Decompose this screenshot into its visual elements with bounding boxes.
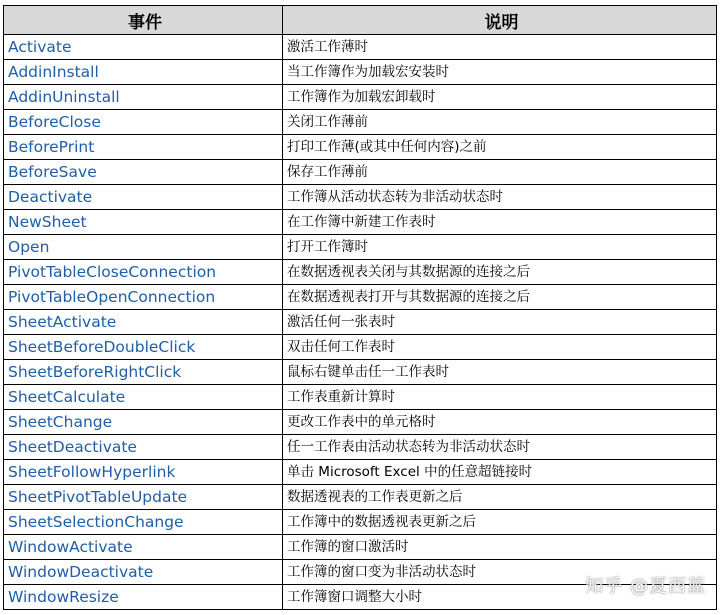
table-row — [4, 60, 717, 85]
table-row — [4, 160, 717, 185]
event-name-cell: AddinUninstall — [4, 85, 283, 110]
event-description-cell: 在数据透视表打开与其数据源的连接之后 — [283, 285, 717, 310]
event-description-cell: 在工作簿中新建工作表时 — [283, 210, 717, 235]
event-description-cell: 鼠标右键单击任一工作表时 — [283, 360, 717, 385]
table-row — [4, 85, 717, 110]
table-row — [4, 260, 717, 285]
header-description: 说明 — [283, 6, 717, 35]
table-row — [4, 235, 717, 260]
event-name-cell: SheetDeactivate — [4, 435, 283, 460]
table-row — [4, 35, 717, 60]
event-description-cell: 激活工作薄时 — [283, 35, 717, 60]
event-name-cell: Open — [4, 235, 283, 260]
event-description-cell: 工作簿作为加载宏卸载时 — [283, 85, 717, 110]
events-table — [3, 5, 717, 610]
event-name-cell: Deactivate — [4, 185, 283, 210]
event-description-cell: 数据透视表的工作表更新之后 — [283, 485, 717, 510]
event-name-cell: BeforePrint — [4, 135, 283, 160]
event-name-cell: WindowActivate — [4, 535, 283, 560]
event-name-cell: PivotTableOpenConnection — [4, 285, 283, 310]
event-description-cell: 工作簿中的数据透视表更新之后 — [283, 510, 717, 535]
event-name-cell: NewSheet — [4, 210, 283, 235]
event-description-cell: 打开工作簿时 — [283, 235, 717, 260]
table-row — [4, 310, 717, 335]
event-description-cell: 双击任何工作表时 — [283, 335, 717, 360]
table-row — [4, 410, 717, 435]
table-row — [4, 535, 717, 560]
table-body — [4, 35, 717, 610]
event-name-cell: SheetCalculate — [4, 385, 283, 410]
table-row — [4, 360, 717, 385]
table-row — [4, 435, 717, 460]
table-row — [4, 135, 717, 160]
event-description-cell: 工作簿从活动状态转为非活动状态时 — [283, 185, 717, 210]
event-name-cell: PivotTableCloseConnection — [4, 260, 283, 285]
table-row — [4, 385, 717, 410]
event-name-cell: SheetSelectionChange — [4, 510, 283, 535]
event-name-cell: BeforeClose — [4, 110, 283, 135]
event-name-cell: SheetChange — [4, 410, 283, 435]
watermark: 知乎 @夏西蓝 — [585, 576, 706, 597]
event-name-cell: WindowDeactivate — [4, 560, 283, 585]
event-description-cell: 当工作簿作为加载宏安装时 — [283, 60, 717, 85]
table-row — [4, 510, 717, 535]
event-description-cell: 关闭工作薄前 — [283, 110, 717, 135]
event-description-cell: 单击 Microsoft Excel 中的任意超链接时 — [283, 460, 717, 485]
event-name-cell: WindowResize — [4, 585, 283, 610]
event-description-cell: 激活任何一张表时 — [283, 310, 717, 335]
event-name-cell: SheetPivotTableUpdate — [4, 485, 283, 510]
event-description-cell: 更改工作表中的单元格时 — [283, 410, 717, 435]
table-row — [4, 210, 717, 235]
event-description-cell: 保存工作薄前 — [283, 160, 717, 185]
event-description-cell: 工作表重新计算时 — [283, 385, 717, 410]
event-name-cell: SheetBeforeRightClick — [4, 360, 283, 385]
table-row — [4, 485, 717, 510]
event-description-cell: 任一工作表由活动状态转为非活动状态时 — [283, 435, 717, 460]
event-description-cell: 在数据透视表关闭与其数据源的连接之后 — [283, 260, 717, 285]
header-row — [4, 6, 717, 35]
event-name-cell: SheetBeforeDoubleClick — [4, 335, 283, 360]
event-description-cell: 工作簿的窗口变为非活动状态时 — [283, 560, 717, 585]
event-name-cell: SheetActivate — [4, 310, 283, 335]
table-row — [4, 335, 717, 360]
table-row — [4, 110, 717, 135]
event-name-cell: AddinInstall — [4, 60, 283, 85]
event-description-cell: 打印工作薄(或其中任何内容)之前 — [283, 135, 717, 160]
table-row — [4, 285, 717, 310]
event-name-cell: Activate — [4, 35, 283, 60]
event-description-cell: 工作簿窗口调整大小时 — [283, 585, 717, 610]
header-event: 事件 — [4, 6, 283, 35]
event-name-cell: SheetFollowHyperlink — [4, 460, 283, 485]
event-name-cell: BeforeSave — [4, 160, 283, 185]
table-row — [4, 185, 717, 210]
table-row — [4, 460, 717, 485]
event-description-cell: 工作簿的窗口激活时 — [283, 535, 717, 560]
